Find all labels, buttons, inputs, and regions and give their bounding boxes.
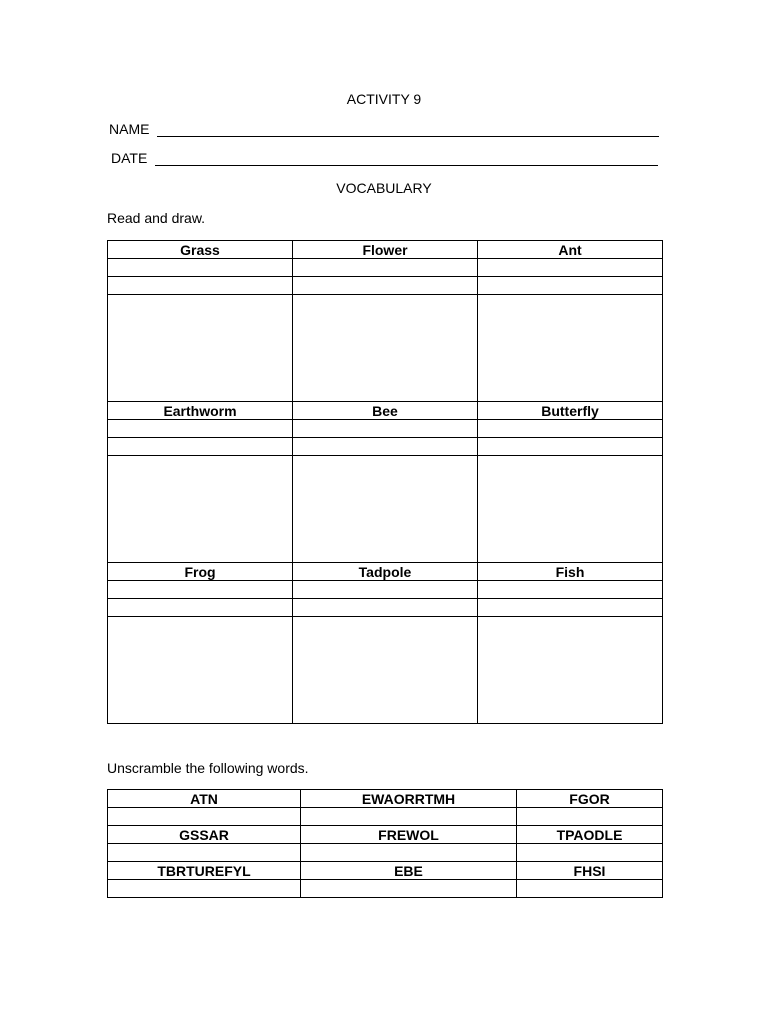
scrambled-word: ATN bbox=[108, 790, 301, 808]
table-row bbox=[108, 456, 663, 563]
date-field-line[interactable] bbox=[155, 165, 658, 166]
word-cell: Tadpole bbox=[293, 563, 478, 581]
drawing-box[interactable] bbox=[478, 295, 663, 402]
write-cell[interactable] bbox=[108, 438, 293, 456]
scrambled-word: FGOR bbox=[517, 790, 663, 808]
drawing-box[interactable] bbox=[293, 617, 478, 724]
drawing-box[interactable] bbox=[478, 456, 663, 563]
answer-cell[interactable] bbox=[108, 844, 301, 862]
table-row bbox=[108, 826, 663, 844]
table-row bbox=[108, 581, 663, 599]
word-cell: Butterfly bbox=[478, 402, 663, 420]
scrambled-word: GSSAR bbox=[108, 826, 301, 844]
activity-title: ACTIVITY 9 bbox=[346, 91, 422, 107]
name-row bbox=[109, 121, 149, 137]
scrambled-word: EWAORRTMH bbox=[301, 790, 517, 808]
table-row bbox=[108, 420, 663, 438]
answer-cell[interactable] bbox=[108, 808, 301, 826]
word-cell: Ant bbox=[478, 241, 663, 259]
table-row bbox=[108, 241, 663, 259]
drawing-box[interactable] bbox=[108, 295, 293, 402]
word-cell: Fish bbox=[478, 563, 663, 581]
unscramble-table bbox=[107, 789, 663, 898]
scrambled-word: FHSI bbox=[517, 862, 663, 880]
table-row bbox=[108, 844, 663, 862]
table-row bbox=[108, 563, 663, 581]
date-label: DATE bbox=[111, 150, 148, 166]
scrambled-word: TPAODLE bbox=[517, 826, 663, 844]
table-row bbox=[108, 808, 663, 826]
table-row bbox=[108, 617, 663, 724]
write-cell[interactable] bbox=[478, 420, 663, 438]
write-cell[interactable] bbox=[478, 259, 663, 277]
table-row bbox=[108, 880, 663, 898]
table-row bbox=[108, 295, 663, 402]
scrambled-word: FREWOL bbox=[301, 826, 517, 844]
answer-cell[interactable] bbox=[517, 844, 663, 862]
table-row bbox=[108, 790, 663, 808]
word-cell: Bee bbox=[293, 402, 478, 420]
word-cell: Earthworm bbox=[108, 402, 293, 420]
table-row bbox=[108, 277, 663, 295]
drawing-box[interactable] bbox=[108, 617, 293, 724]
section-title: VOCABULARY bbox=[336, 180, 432, 196]
read-draw-table bbox=[107, 240, 663, 724]
write-cell[interactable] bbox=[108, 259, 293, 277]
drawing-box[interactable] bbox=[478, 617, 663, 724]
table-row bbox=[108, 438, 663, 456]
word-cell: Frog bbox=[108, 563, 293, 581]
unscramble-instruction: Unscramble the following words. bbox=[107, 760, 309, 776]
write-cell[interactable] bbox=[293, 277, 478, 295]
answer-cell[interactable] bbox=[301, 808, 517, 826]
answer-cell[interactable] bbox=[517, 808, 663, 826]
answer-cell[interactable] bbox=[301, 880, 517, 898]
drawing-box[interactable] bbox=[293, 295, 478, 402]
write-cell[interactable] bbox=[293, 438, 478, 456]
answer-cell[interactable] bbox=[301, 844, 517, 862]
write-cell[interactable] bbox=[478, 277, 663, 295]
write-cell[interactable] bbox=[478, 581, 663, 599]
write-cell[interactable] bbox=[293, 259, 478, 277]
write-cell[interactable] bbox=[293, 420, 478, 438]
write-cell[interactable] bbox=[108, 599, 293, 617]
write-cell[interactable] bbox=[478, 438, 663, 456]
write-cell[interactable] bbox=[108, 420, 293, 438]
write-cell[interactable] bbox=[478, 599, 663, 617]
read-draw-instruction: Read and draw. bbox=[107, 210, 206, 226]
date-row bbox=[111, 150, 147, 166]
write-cell[interactable] bbox=[108, 277, 293, 295]
name-field-line[interactable] bbox=[157, 136, 659, 137]
word-cell: Flower bbox=[293, 241, 478, 259]
table-row bbox=[108, 862, 663, 880]
scrambled-word: EBE bbox=[301, 862, 517, 880]
table-row bbox=[108, 259, 663, 277]
word-cell: Grass bbox=[108, 241, 293, 259]
write-cell[interactable] bbox=[293, 599, 478, 617]
name-label: NAME bbox=[109, 121, 150, 137]
scrambled-word: TBRTUREFYL bbox=[108, 862, 301, 880]
table-row bbox=[108, 599, 663, 617]
drawing-box[interactable] bbox=[293, 456, 478, 563]
answer-cell[interactable] bbox=[517, 880, 663, 898]
answer-cell[interactable] bbox=[108, 880, 301, 898]
write-cell[interactable] bbox=[108, 581, 293, 599]
table-row bbox=[108, 402, 663, 420]
drawing-box[interactable] bbox=[108, 456, 293, 563]
write-cell[interactable] bbox=[293, 581, 478, 599]
